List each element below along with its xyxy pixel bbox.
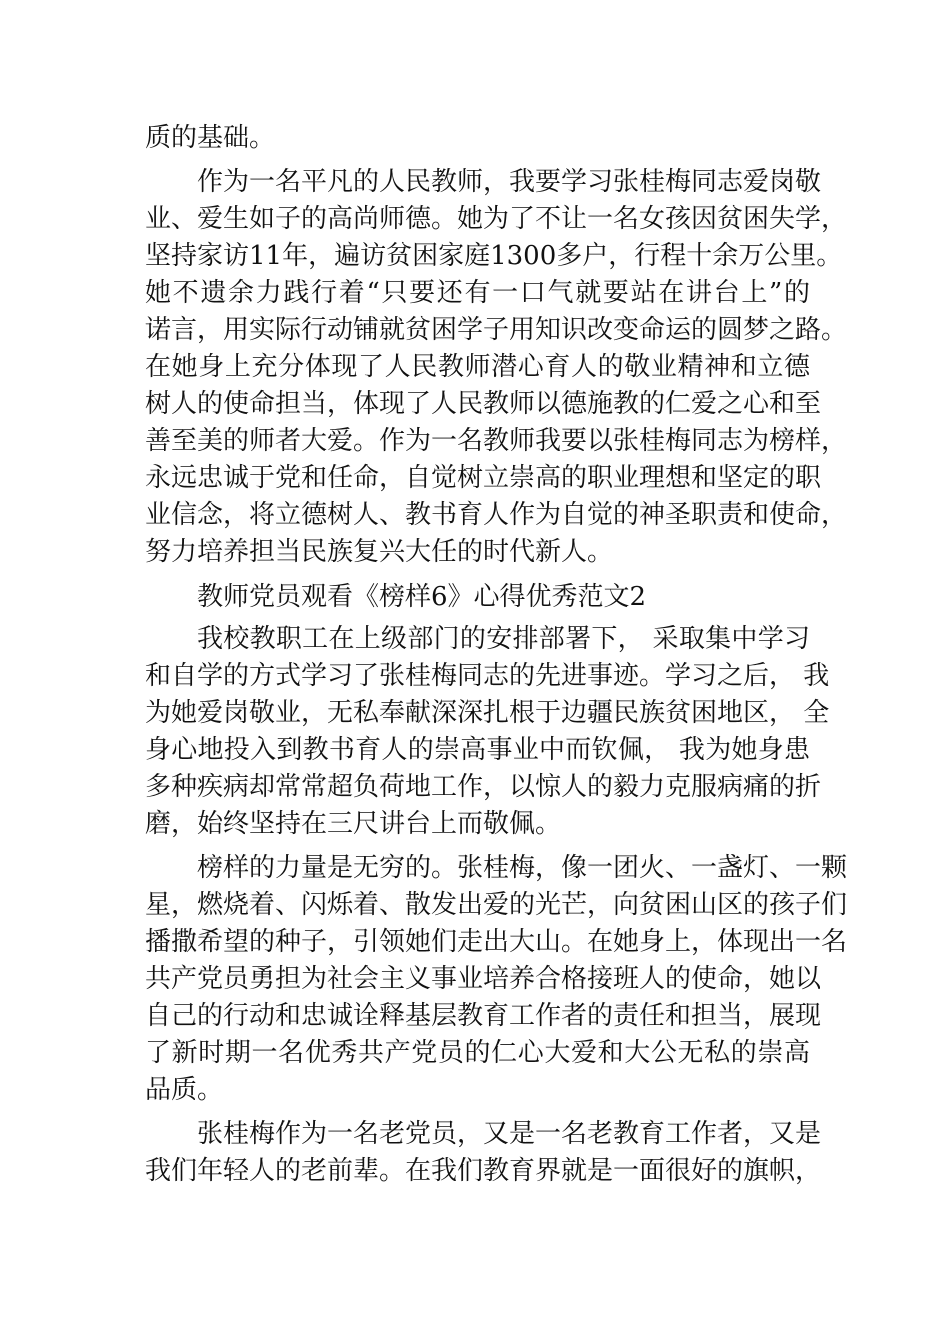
text-line: 磨，始终坚持在三尺讲台上而敬佩。 xyxy=(145,809,562,839)
text-line: 播撒希望的种子，引领她们走出大山。在她身上，体现出一名 xyxy=(145,927,848,957)
text-line: 星，燃烧着、闪烁着、散发出爱的光芒，向贫困山区的孩子们 xyxy=(145,890,848,920)
text-line: 品质。 xyxy=(145,1075,224,1105)
text-line: 善至美的师者大爱。作为一名教师我要以张桂梅同志为榜样， xyxy=(145,426,848,456)
text-line: 质的基础。 xyxy=(145,123,276,153)
text-line: 坚持家访11年，遍访贫困家庭1300多户，行程十余万公里。 xyxy=(145,241,843,271)
text-line: 和自学的方式学习了张桂梅同志的先进事迹。学习之后， 我 xyxy=(145,661,830,691)
paragraph-first-line: 作为一名平凡的人民教师，我要学习张桂梅同志爱岗敬 xyxy=(197,167,822,197)
text-line: 身心地投入到教书育人的崇高事业中而钦佩， 我为她身患 xyxy=(145,735,810,765)
text-line: 永远忠诚于党和任命，自觉树立崇高的职业理想和坚定的职 xyxy=(145,463,822,493)
text-line: 共产党员勇担为社会主义事业培养合格接班人的使命，她以 xyxy=(145,964,822,994)
paragraph-first-line: 榜样的力量是无穷的。张桂梅，像一团火、一盏灯、一颗 xyxy=(197,853,848,883)
text-line: 她不遗余力践行着“只要还有一口气就要站在讲台上”的 xyxy=(145,278,810,308)
text-line: 业、爱生如子的高尚师德。她为了不让一名女孩因贫困失学， xyxy=(145,204,848,234)
text-line: 在她身上充分体现了人民教师潜心育人的敬业精神和立德 xyxy=(145,352,810,382)
text-line: 为她爱岗敬业，无私奉献深深扎根于边疆民族贫困地区， 全 xyxy=(145,698,830,728)
text-line: 我们年轻人的老前辈。在我们教育界就是一面很好的旗帜， xyxy=(145,1156,822,1186)
section-heading: 教师党员观看《榜样6》心得优秀范文2 xyxy=(197,582,647,612)
text-line: 多种疾病却常常超负荷地工作，以惊人的毅力克服病痛的折 xyxy=(145,772,822,802)
paragraph-first-line: 张桂梅作为一名老党员，又是一名老教育工作者，又是 xyxy=(197,1119,822,1149)
paragraph-first-line: 我校教职工在上级部门的安排部署下， 采取集中学习 xyxy=(197,624,810,654)
text-line: 诺言，用实际行动铺就贫困学子用知识改变命运的圆梦之路。 xyxy=(145,315,848,345)
text-line: 自己的行动和忠诚诠释基层教育工作者的责任和担当，展现 xyxy=(145,1001,822,1031)
text-line: 业信念，将立德树人、教书育人作为自觉的神圣职责和使命， xyxy=(145,500,848,530)
text-line: 树人的使命担当，体现了人民教师以德施教的仁爱之心和至 xyxy=(145,389,822,419)
text-line: 了新时期一名优秀共产党员的仁心大爱和大公无私的崇高 xyxy=(145,1038,810,1068)
text-line: 努力培养担当民族复兴大任的时代新人。 xyxy=(145,537,614,567)
